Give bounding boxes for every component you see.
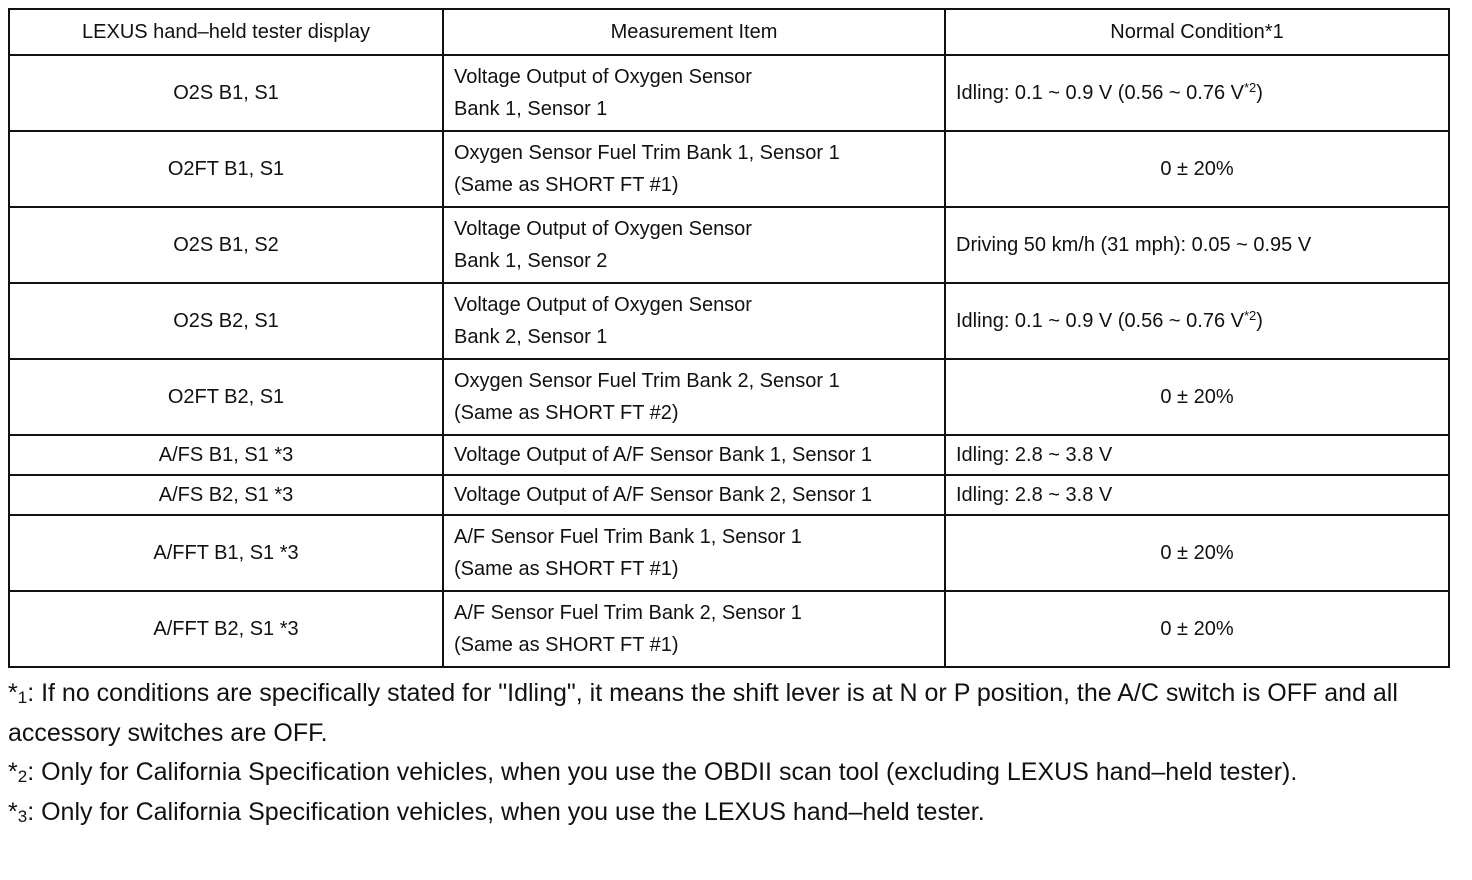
table-row bbox=[9, 283, 1449, 359]
measurement-line: A/F Sensor Fuel Trim Bank 2, Sensor 1 bbox=[454, 602, 802, 624]
footnote-text: : Only for California Specification vehicles, when you use the LEXUS hand–held tester. bbox=[27, 797, 985, 826]
measurement-line: (Same as SHORT FT #1) bbox=[454, 558, 679, 580]
table-row bbox=[9, 131, 1449, 207]
footnote-marker bbox=[8, 798, 27, 826]
table-row bbox=[9, 475, 1449, 515]
normal-condition-cell: 0 ± 20% bbox=[945, 131, 1449, 207]
tester-display-cell: A/FFT B2, S1 *3 bbox=[9, 591, 443, 667]
table-row bbox=[9, 55, 1449, 131]
tester-display-cell: O2FT B1, S1 bbox=[9, 131, 443, 207]
measurement-line: Bank 1, Sensor 1 bbox=[454, 98, 608, 120]
measurement-item-cell: Voltage Output of A/F Sensor Bank 2, Sensor 1 bbox=[443, 475, 945, 515]
tester-display-cell: A/FFT B1, S1 *3 bbox=[9, 515, 443, 591]
tester-display-cell: O2S B2, S1 bbox=[9, 283, 443, 359]
footnote-marker bbox=[8, 758, 27, 786]
measurement-item-cell bbox=[443, 591, 945, 667]
footnotes bbox=[8, 674, 1448, 832]
measurement-item-cell bbox=[443, 131, 945, 207]
normal-condition-cell: Driving 50 km/h (31 mph): 0.05 ~ 0.95 V bbox=[945, 207, 1449, 283]
normal-condition-cell bbox=[945, 55, 1449, 131]
measurement-line: (Same as SHORT FT #1) bbox=[454, 174, 679, 196]
measurement-item-cell bbox=[443, 359, 945, 435]
footnote-2 bbox=[8, 753, 1448, 793]
footnote-ref: *2 bbox=[1243, 308, 1257, 323]
condition-text: Idling: 0.1 ~ 0.9 V (0.56 ~ 0.76 V bbox=[956, 310, 1244, 332]
condition-text: Idling: 0.1 ~ 0.9 V (0.56 ~ 0.76 V bbox=[956, 82, 1244, 104]
normal-condition-cell: 0 ± 20% bbox=[945, 359, 1449, 435]
footnote-3 bbox=[8, 793, 1448, 833]
measurement-line: Oxygen Sensor Fuel Trim Bank 1, Sensor 1 bbox=[454, 142, 840, 164]
measurement-line: Voltage Output of Oxygen Sensor bbox=[454, 218, 752, 240]
measurement-line: (Same as SHORT FT #1) bbox=[454, 634, 679, 656]
measurement-line: Voltage Output of Oxygen Sensor bbox=[454, 294, 752, 316]
tester-display-cell: O2S B1, S1 bbox=[9, 55, 443, 131]
measurement-item-cell bbox=[443, 207, 945, 283]
table-row bbox=[9, 435, 1449, 475]
tester-display-cell: A/FS B2, S1 *3 bbox=[9, 475, 443, 515]
oxygen-sensor-spec-table bbox=[8, 8, 1450, 668]
measurement-line: Bank 1, Sensor 2 bbox=[454, 250, 608, 272]
normal-condition-cell bbox=[945, 283, 1449, 359]
normal-condition-cell: 0 ± 20% bbox=[945, 591, 1449, 667]
footnote-text: : If no conditions are specifically stated for "Idling", it means the shift lever is at N or P position, the A/C switch is OFF and all accessory switches are OFF. bbox=[8, 679, 1398, 747]
footnote-text: : Only for California Specification vehicles, when you use the OBDII scan tool (excluding LEXUS hand–held tester). bbox=[27, 758, 1298, 786]
table-row bbox=[9, 359, 1449, 435]
footnote-number: 3 bbox=[17, 806, 28, 826]
footnote-ref: *2 bbox=[1243, 80, 1257, 95]
table-row bbox=[9, 207, 1449, 283]
tester-display-cell: O2S B1, S2 bbox=[9, 207, 443, 283]
footnote-number: 1 bbox=[17, 688, 28, 707]
header-normal-condition: Normal Condition*1 bbox=[945, 9, 1449, 55]
measurement-line: A/F Sensor Fuel Trim Bank 1, Sensor 1 bbox=[454, 526, 802, 548]
measurement-line: Oxygen Sensor Fuel Trim Bank 2, Sensor 1 bbox=[454, 370, 840, 392]
normal-condition-cell: 0 ± 20% bbox=[945, 515, 1449, 591]
normal-condition-cell: Idling: 2.8 ~ 3.8 V bbox=[945, 435, 1449, 475]
footnote-1 bbox=[8, 674, 1448, 753]
measurement-item-cell bbox=[443, 283, 945, 359]
measurement-item-cell: Voltage Output of A/F Sensor Bank 1, Sensor 1 bbox=[443, 435, 945, 475]
footnote-asterisk: * bbox=[8, 679, 18, 707]
table-row bbox=[9, 591, 1449, 667]
footnote-number: 2 bbox=[17, 767, 28, 786]
measurement-item-cell bbox=[443, 55, 945, 131]
measurement-line: Bank 2, Sensor 1 bbox=[454, 326, 608, 348]
measurement-line: Voltage Output of Oxygen Sensor bbox=[454, 66, 752, 88]
tester-display-cell: A/FS B1, S1 *3 bbox=[9, 435, 443, 475]
normal-condition-cell: Idling: 2.8 ~ 3.8 V bbox=[945, 475, 1449, 515]
measurement-line: (Same as SHORT FT #2) bbox=[454, 402, 679, 424]
footnote-asterisk: * bbox=[8, 758, 18, 786]
header-tester-display: LEXUS hand–held tester display bbox=[9, 9, 443, 55]
condition-text-after: ) bbox=[1256, 82, 1263, 104]
table-row bbox=[9, 515, 1449, 591]
measurement-item-cell bbox=[443, 515, 945, 591]
document-page bbox=[8, 8, 1448, 832]
table-header-row bbox=[9, 9, 1449, 55]
header-measurement-item: Measurement Item bbox=[443, 9, 945, 55]
footnote-asterisk: * bbox=[8, 797, 18, 826]
tester-display-cell: O2FT B2, S1 bbox=[9, 359, 443, 435]
footnote-marker bbox=[8, 679, 27, 707]
condition-text-after: ) bbox=[1256, 310, 1263, 332]
